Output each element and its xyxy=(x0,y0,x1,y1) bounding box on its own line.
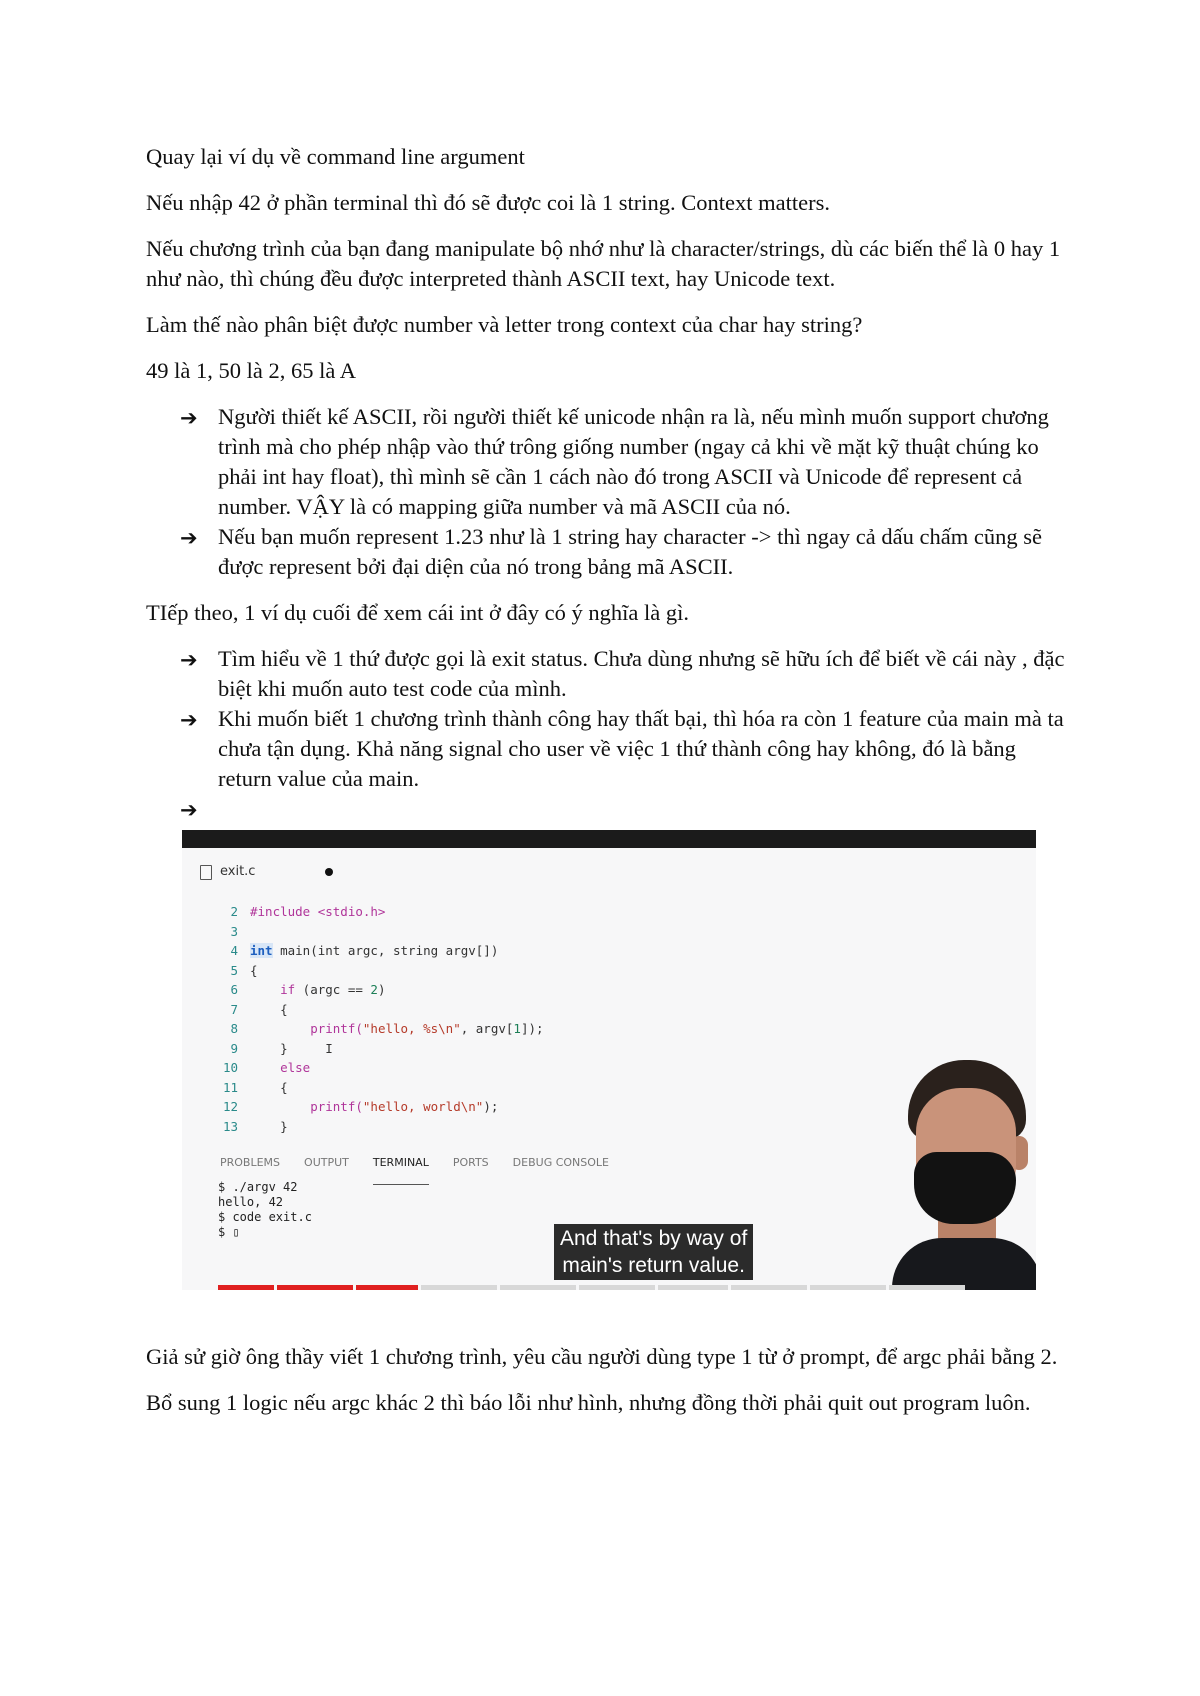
line-number: 11 xyxy=(222,1079,238,1095)
terminal-line: $ ▯ xyxy=(218,1225,240,1239)
progress-segment xyxy=(218,1285,274,1290)
list-item xyxy=(146,644,1066,704)
paragraph: Làm thế nào phân biệt được number và letter trong context của char hay string? xyxy=(146,312,863,337)
code-token: } xyxy=(250,1118,288,1134)
code-token: #include <stdio.h> xyxy=(250,904,386,919)
paragraph: Giả sử giờ ông thầy viết 1 chương trình, yêu cầu người dùng type 1 từ ở prompt, để argc phải bằng 2. xyxy=(146,1344,1058,1369)
code-token: "hello, %s\n" xyxy=(362,1021,461,1036)
bullet-list xyxy=(146,644,1066,824)
line-number: 5 xyxy=(230,962,238,978)
line-number: 13 xyxy=(222,1118,238,1134)
code-token: (argc == xyxy=(295,982,371,997)
progress-segment xyxy=(658,1285,728,1290)
line-number: 12 xyxy=(222,1099,238,1114)
code-token: printf( xyxy=(250,1021,363,1036)
presenter-image xyxy=(886,1060,1036,1290)
terminal-line: $ code exit.c xyxy=(218,1210,312,1224)
arrow-bullet-icon: ➔ xyxy=(180,526,198,550)
terminal-line: $ ./argv 42 xyxy=(218,1180,298,1194)
panel-tab-output: OUTPUT xyxy=(304,1156,349,1169)
arrow-bullet-icon: ➔ xyxy=(180,406,198,430)
code-token: , argv[ xyxy=(460,1021,514,1036)
line-number: 9 xyxy=(230,1040,238,1056)
code-token: { xyxy=(250,1079,288,1095)
list-item xyxy=(146,402,1066,522)
paragraph: Nếu nhập 42 ở phần terminal thì đó sẽ được coi là 1 string. Context matters. xyxy=(146,190,830,215)
progress-segment xyxy=(810,1285,886,1290)
code-token: { xyxy=(250,1001,288,1017)
unsaved-dot-icon xyxy=(325,868,333,876)
arrow-bullet-icon: ➔ xyxy=(180,648,198,672)
code-token: { xyxy=(250,962,258,978)
video-progress-bar xyxy=(218,1285,1036,1290)
code-token: "hello, world\n" xyxy=(362,1099,484,1114)
file-icon xyxy=(200,865,212,880)
code-token: main(int argc, string argv[]) xyxy=(272,943,499,958)
line-number: 4 xyxy=(230,943,238,958)
document-body xyxy=(146,142,1066,1434)
code-line xyxy=(212,1097,544,1117)
code-token: if xyxy=(250,982,296,997)
code-token: 2 xyxy=(370,982,378,997)
code-token: ]); xyxy=(520,1021,544,1036)
progress-segment xyxy=(277,1285,353,1290)
code-line xyxy=(212,1039,544,1059)
code-line xyxy=(212,1019,544,1039)
editor-file-tab xyxy=(200,858,333,886)
panel-tab-debug-console: DEBUG CONSOLE xyxy=(512,1156,609,1169)
face-mask xyxy=(914,1152,1016,1224)
code-line xyxy=(212,902,544,922)
list-item-text: Khi muốn biết 1 chương trình thành công hay thất bại, thì hóa ra còn 1 feature của main mà ta chưa tận dụng. Khả năng signal cho user về việc 1 thứ thành công hay không, đó là bằng return value của main. xyxy=(218,706,1064,791)
video-frame xyxy=(182,848,1036,1290)
code-token: 1 xyxy=(513,1021,521,1036)
terminal-output xyxy=(218,1180,312,1240)
code-token: ); xyxy=(483,1099,499,1114)
paragraph: Bổ sung 1 logic nếu argc khác 2 thì báo lỗi như hình, nhưng đồng thời phải quit out program luôn. xyxy=(146,1390,1031,1415)
paragraph: Nếu chương trình của bạn đang manipulate bộ nhớ như là character/strings, dù các biến thể là 0 hay 1 như nào, thì chúng đều được interpreted thành ASCII text, hay Unicode text. xyxy=(146,236,1061,291)
panel-tab-problems: PROBLEMS xyxy=(220,1156,281,1169)
line-number: 2 xyxy=(230,904,238,919)
list-item xyxy=(146,794,1066,824)
code-line xyxy=(212,980,544,1000)
code-token: else xyxy=(250,1060,311,1075)
list-item xyxy=(146,522,1066,582)
code-line xyxy=(212,961,544,981)
code-line xyxy=(212,941,544,961)
panel-tab-terminal: TERMINAL xyxy=(373,1148,429,1185)
arrow-bullet-icon: ➔ xyxy=(180,798,198,822)
paragraph: 49 là 1, 50 là 2, 65 là A xyxy=(146,358,356,383)
line-number: 8 xyxy=(230,1021,238,1036)
file-tab-label: exit.c xyxy=(220,864,256,879)
code-token: printf( xyxy=(250,1099,363,1114)
list-item xyxy=(146,704,1066,794)
embedded-video-screenshot xyxy=(182,830,1036,1290)
list-item-text: Nếu bạn muốn represent 1.23 như là 1 string hay character -> thì ngay cả dấu chấm cũng sẽ được represent bởi đại diện của nó trong bảng mã ASCII. xyxy=(218,524,1042,579)
code-token: int xyxy=(250,943,273,958)
video-caption: And that's by way of main's return value. xyxy=(554,1224,753,1280)
progress-segment xyxy=(579,1285,655,1290)
code-token: } I xyxy=(250,1040,333,1056)
line-number: 3 xyxy=(230,923,238,939)
paragraph: TIếp theo, 1 ví dụ cuối để xem cái int ở đây có ý nghĩa là gì. xyxy=(146,600,689,625)
code-editor xyxy=(212,902,544,1136)
bullet-list xyxy=(146,402,1066,582)
code-line xyxy=(212,922,544,942)
progress-segment xyxy=(356,1285,418,1290)
code-line xyxy=(212,1000,544,1020)
list-item-text: Người thiết kế ASCII, rồi người thiết kế unicode nhận ra là, nếu mình muốn support chương trình mà cho phép nhập vào thứ trông giống number (ngay cả khi về mặt kỹ thuật chúng ko phải int hay float), thì mình sẽ cần 1 cách nào đó trong ASCII và Unicode để represent cả number. VẬY là có mapping giữa number và mã ASCII của nó. xyxy=(218,404,1049,519)
progress-segment xyxy=(421,1285,497,1290)
panel-tab-ports: PORTS xyxy=(452,1156,489,1169)
code-line xyxy=(212,1078,544,1098)
code-line xyxy=(212,1058,544,1078)
code-token: ) xyxy=(377,982,386,997)
line-number: 6 xyxy=(230,982,238,997)
line-number: 10 xyxy=(222,1060,238,1075)
progress-segment xyxy=(500,1285,576,1290)
arrow-bullet-icon: ➔ xyxy=(180,708,198,732)
paragraph: Quay lại ví dụ về command line argument xyxy=(146,144,525,169)
progress-segment xyxy=(731,1285,807,1290)
code-line xyxy=(212,1117,544,1137)
list-item-text: Tìm hiểu về 1 thứ được gọi là exit status. Chưa dùng nhưng sẽ hữu ích để biết về cái này , đặc biệt khi muốn auto test code của mình. xyxy=(218,646,1065,701)
terminal-line: hello, 42 xyxy=(218,1195,284,1209)
progress-segment xyxy=(889,1285,965,1290)
line-number: 7 xyxy=(230,1001,238,1017)
